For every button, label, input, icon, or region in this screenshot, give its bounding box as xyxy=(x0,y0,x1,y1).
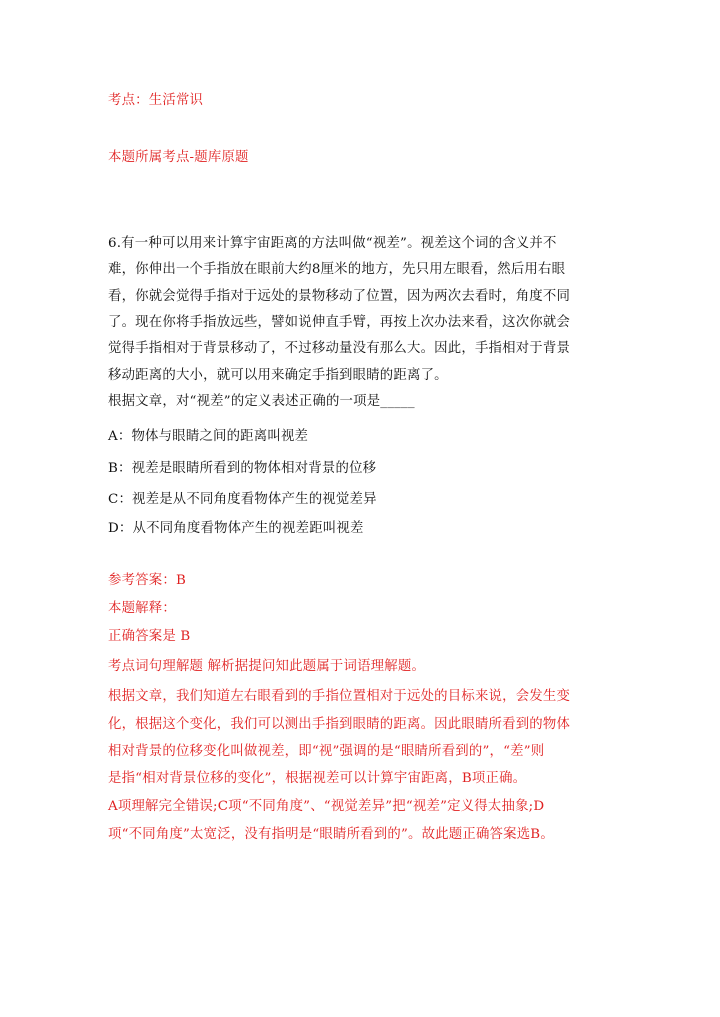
option-b: B：视差是眼睛所看到的物体相对背景的位移 xyxy=(108,461,377,476)
kaodian-explanation: 考点词句理解题 解析据提问知此题属于词语理解题。 xyxy=(108,659,426,674)
option-d: D：从不同角度看物体产生的视差距叫视差 xyxy=(108,521,364,536)
question-line: 觉得手指相对于背景移动了，不过移动量没有那么大。因此，手指相对于背景 xyxy=(108,341,571,356)
question-line: 看，你就会觉得手指对于远处的景物移动了位置，因为两次去看时，角度不同 xyxy=(108,289,571,304)
analysis-line: 是指“相对背景位移的变化”，根据视差可以计算宇宙距离，B项正确。 xyxy=(108,771,527,786)
analysis-line: 项“不同角度”太宽泛，没有指明是“眼睛所看到的”。故此题正确答案选B。 xyxy=(108,827,554,842)
source-label: 本题所属考点-题库原题 xyxy=(108,150,249,165)
analysis-line: 化，根据这个变化，我们可以测出手指到眼睛的距离。因此眼睛所看到的物体 xyxy=(108,717,571,732)
question-line: 难，你伸出一个手指放在眼前大约8厘米的地方，先只用左眼看，然后用右眼 xyxy=(108,262,566,277)
correct-answer: 正确答案是 B xyxy=(108,629,191,644)
question-prompt: 根据文章，对“视差”的定义表述正确的一项是_____ xyxy=(108,394,415,409)
option-c: C：视差是从不同角度看物体产生的视觉差异 xyxy=(108,492,377,507)
question-line: 6.有一种可以用来计算宇宙距离的方法叫做“视差”。视差这个词的含义并不 xyxy=(108,236,557,251)
question-line: 了。现在你将手指放远些，譬如说伸直手臂，再按上次办法来看，这次你就会 xyxy=(108,315,571,330)
reference-answer: 参考答案：B xyxy=(108,573,186,588)
analysis-line: 根据文章，我们知道左右眼看到的手指位置相对于远处的目标来说，会发生变 xyxy=(108,689,571,704)
analysis-line: 相对背景的位移变化叫做视差，即“视”强调的是“眼睛所看到的”，“差”则 xyxy=(108,744,545,759)
explanation-title: 本题解释： xyxy=(108,601,176,616)
kaodian-label: 考点：生活常识 xyxy=(108,93,204,108)
analysis-line: A项理解完全错误;C项“不同角度”、“视觉差异”把“视差”定义得太抽象;D xyxy=(108,799,545,814)
option-a: A：物体与眼睛之间的距离叫视差 xyxy=(108,429,309,444)
question-line: 移动距离的大小，就可以用来确定手指到眼睛的距离了。 xyxy=(108,368,448,383)
